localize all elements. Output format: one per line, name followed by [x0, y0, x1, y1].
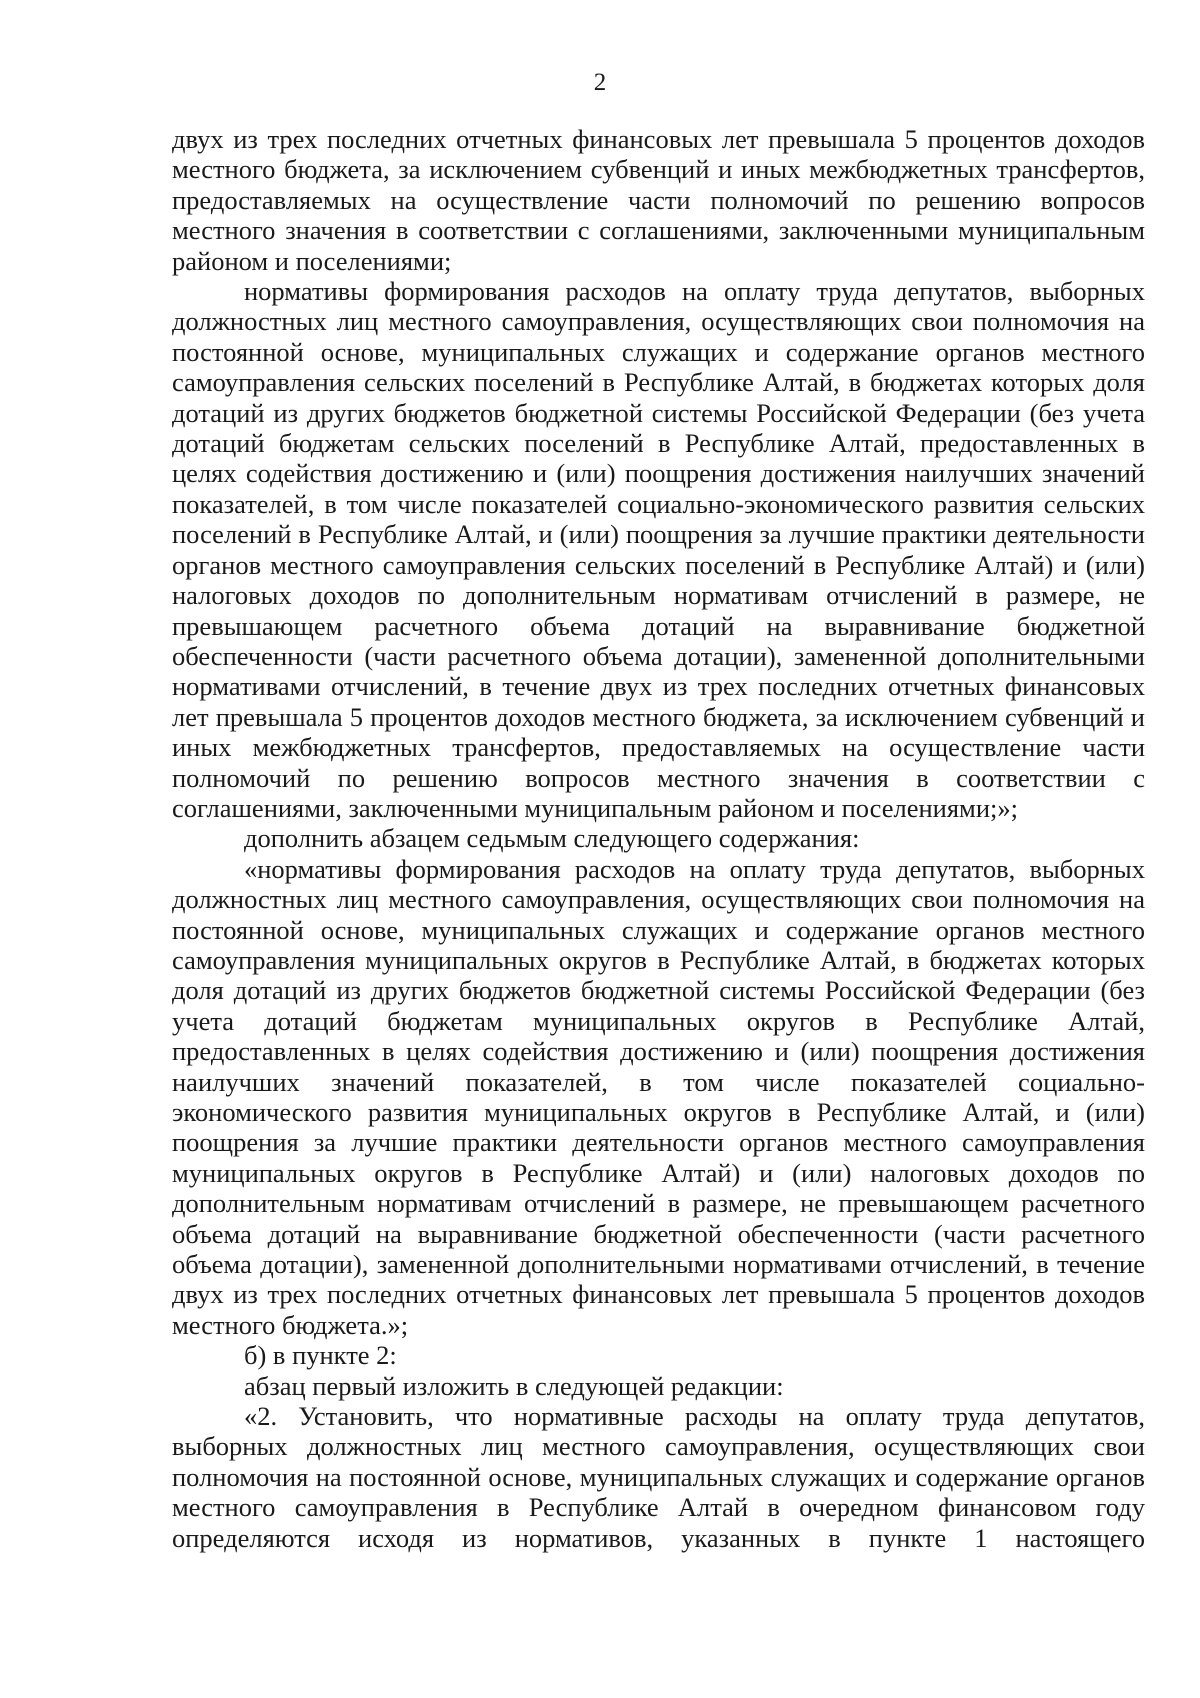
- document-body: [172, 124, 1145, 1553]
- paragraph: двух из трех последних отчетных финансовых лет превышала 5 процентов доходов местного бюджета, за исключением субвенций и иных межбюджетных трансфертов, предоставляемых на осуществление части полномочий по решению вопросов местного значения в соответствии с соглашениями, заключенными муниципальным районом и поселениями;: [172, 124, 1145, 276]
- paragraph: абзац первый изложить в следующей редакции:: [244, 1370, 784, 1401]
- paragraph: «2. Установить, что нормативные расходы на оплату труда депутатов, выборных должностных лиц местного самоуправления, осуществляющих свои полномочия на постоянной основе, муниципальных служащих и содержание органов местного самоуправления в Республике Алтай в очередном финансовом году определяются исходя из нормативов, указанных в пункте 1 настоящего: [172, 1401, 1145, 1553]
- page-number: 2: [593, 69, 607, 96]
- paragraph: «нормативы формирования расходов на оплату труда депутатов, выборных должностных лиц местного самоуправления, осуществляющих свои полномочия на постоянной основе, муниципальных служащих и содержание органов местного самоуправления муниципальных округов в Республике Алтай, в бюджетах которых доля дотаций из других бюджетов бюджетной системы Российской Федерации (без учета дотаций бюджетам муниципальных округов в Республике Алтай, предоставленных в целях содействия достижению и (или) поощрения достижения наилучших значений показателей, в том числе показателей социально-экономического развития муниципальных округов в Республике Алтай, и (или) поощрения за лучшие практики деятельности органов местного самоуправления муниципальных округов в Республике Алтай) и (или) налоговых доходов по дополнительным нормативам отчислений в размере, не превышающем расчетного объема дотаций на выравнивание бюджетной обеспеченности (части расчетного объема дотации), замененной дополнительными нормативами отчислений, в течение двух из трех последних отчетных финансовых лет превышала 5 процентов доходов местного бюджета.»;: [172, 853, 1145, 1340]
- paragraph: дополнить абзацем седьмым следующего содержания:: [244, 823, 860, 854]
- paragraph: нормативы формирования расходов на оплату труда депутатов, выборных должностных лиц местного самоуправления, осуществляющих свои полномочия на постоянной основе, муниципальных служащих и содержание органов местного самоуправления сельских поселений в Республике Алтай, в бюджетах которых доля дотаций из других бюджетов бюджетной системы Российской Федерации (без учета дотаций бюджетам сельских поселений в Республике Алтай, предоставленных в целях содействия достижению и (или) поощрения достижения наилучших значений показателей, в том числе показателей социально-экономического развития сельских поселений в Республике Алтай, и (или) поощрения за лучшие практики деятельности органов местного самоуправления сельских поселений в Республике Алтай) и (или) налоговых доходов по дополнительным нормативам отчислений в размере, не превышающем расчетного объема дотаций на выравнивание бюджетной обеспеченности (части расчетного объема дотации), замененной дополнительными нормативами отчислений, в течение двух из трех последних отчетных финансовых лет превышала 5 процентов доходов местного бюджета, за исключением субвенций и иных межбюджетных трансфертов, предоставляемых на осуществление части полномочий по решению вопросов местного значения в соответствии с соглашениями, заключенными муниципальным районом и поселениями;»;: [172, 276, 1145, 823]
- paragraph: б) в пункте 2:: [244, 1340, 397, 1371]
